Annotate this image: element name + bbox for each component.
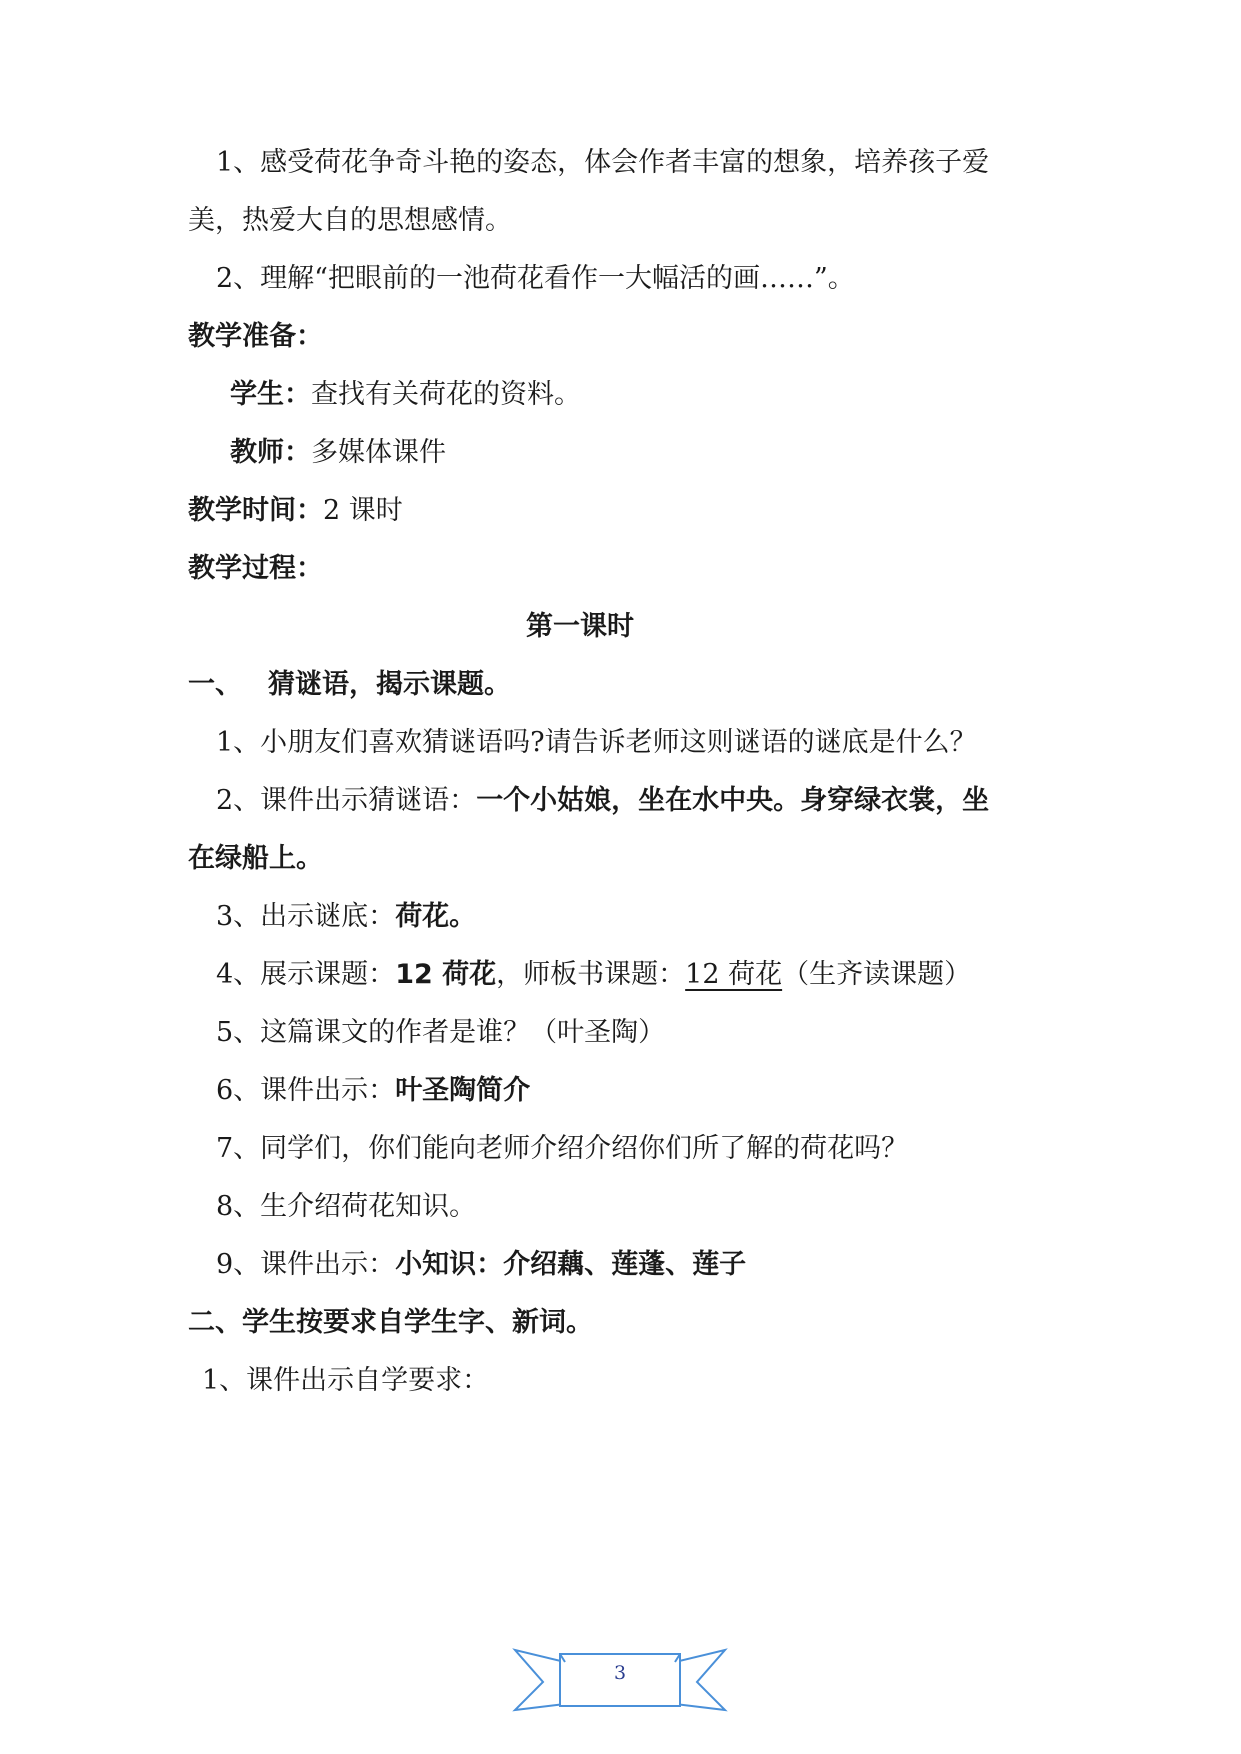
step-3: 3、出示谜底：荷花。	[216, 901, 477, 932]
process-heading: 教学过程：	[188, 553, 323, 584]
teaching-time: 教学时间：2 课时	[188, 495, 403, 526]
step-6: 6、课件出示：叶圣陶简介	[216, 1075, 531, 1106]
lesson-title: 第一课时	[526, 611, 634, 642]
prep-teacher: 教师：多媒体课件	[230, 437, 446, 468]
prep-student: 学生：查找有关荷花的资料。	[230, 379, 581, 410]
objective-1-cont: 美，热爱大自的思想感情。	[188, 205, 512, 236]
step-7: 7、同学们，你们能向老师介绍介绍你们所了解的荷花吗？	[216, 1133, 909, 1164]
page-number-ribbon	[505, 1640, 735, 1720]
section-1-heading: 一、 猜谜语，揭示课题。	[188, 669, 511, 700]
prep-heading: 教学准备：	[188, 321, 323, 352]
step-8: 8、生介绍荷花知识。	[216, 1191, 477, 1222]
step-4: 4、展示课题：12 荷花，师板书课题：12 荷花（生齐读课题）	[216, 959, 972, 990]
page-number: 3	[613, 1662, 627, 1684]
step-1: 1、小朋友们喜欢猜谜语吗?请告诉老师这则谜语的谜底是什么？	[216, 727, 977, 758]
step-9: 9、课件出示：小知识：介绍藕、莲蓬、莲子	[216, 1249, 747, 1280]
objective-1: 1、感受荷花争奇斗艳的姿态，体会作者丰富的想象，培养孩子爱	[216, 147, 990, 178]
step-2: 2、课件出示猜谜语：一个小姑娘，坐在水中央。身穿绿衣裳，坐	[216, 785, 990, 816]
step-2-cont: 在绿船上。	[188, 843, 323, 874]
task-1: 1、课件出示自学要求：	[202, 1365, 490, 1396]
objective-2: 2、理解“把眼前的一池荷花看作一大幅活的画……”。	[216, 263, 855, 294]
section-2-heading: 二、学生按要求自学生字、新词。	[188, 1307, 593, 1338]
step-5: 5、这篇课文的作者是谁？（叶圣陶）	[216, 1017, 666, 1048]
